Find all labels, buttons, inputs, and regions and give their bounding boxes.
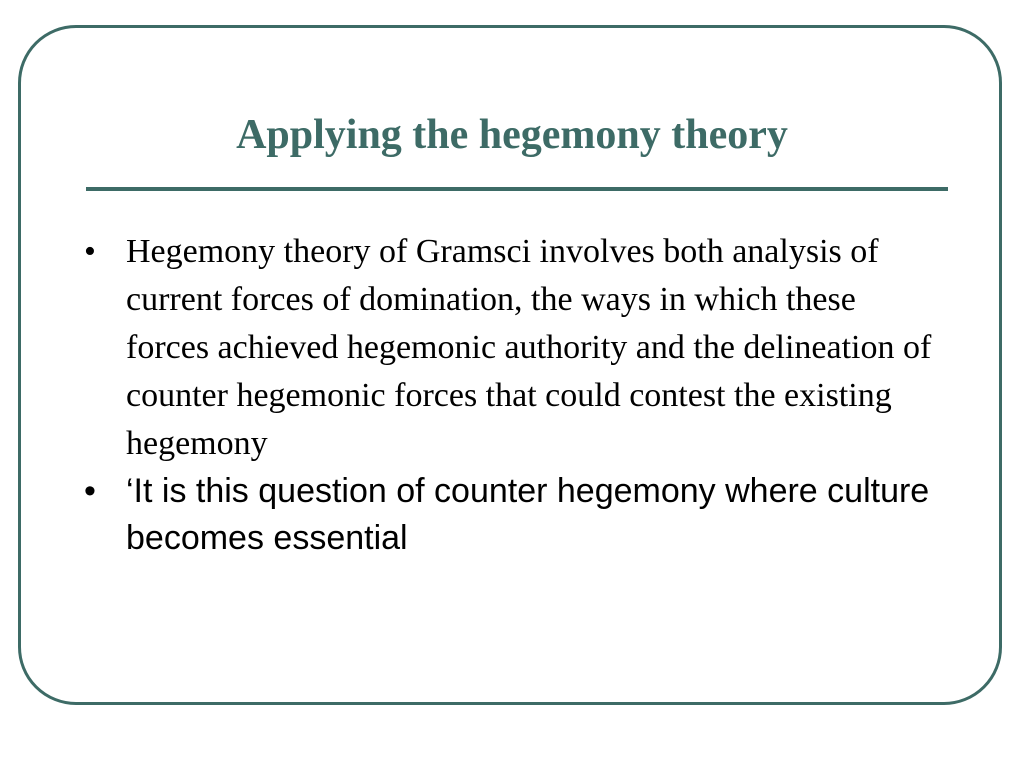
bullet-marker: • bbox=[84, 472, 96, 510]
bullet-text: ‘It is this question of counter hegemony where culture becomes essential bbox=[126, 472, 930, 557]
bullet-list bbox=[84, 228, 934, 562]
title-divider bbox=[86, 187, 948, 191]
bullet-item bbox=[84, 228, 934, 468]
bullet-marker: • bbox=[84, 233, 96, 270]
bullet-text: Hegemony theory of Gramsci involves both analysis of current forces of domination, the ways in which these forces achieved hegemonic authority and the delineation of counter hegemonic forces that could contest the existing hegemony bbox=[126, 233, 932, 462]
slide-title: Applying the hegemony theory bbox=[236, 112, 788, 158]
bullet-item bbox=[84, 468, 934, 562]
